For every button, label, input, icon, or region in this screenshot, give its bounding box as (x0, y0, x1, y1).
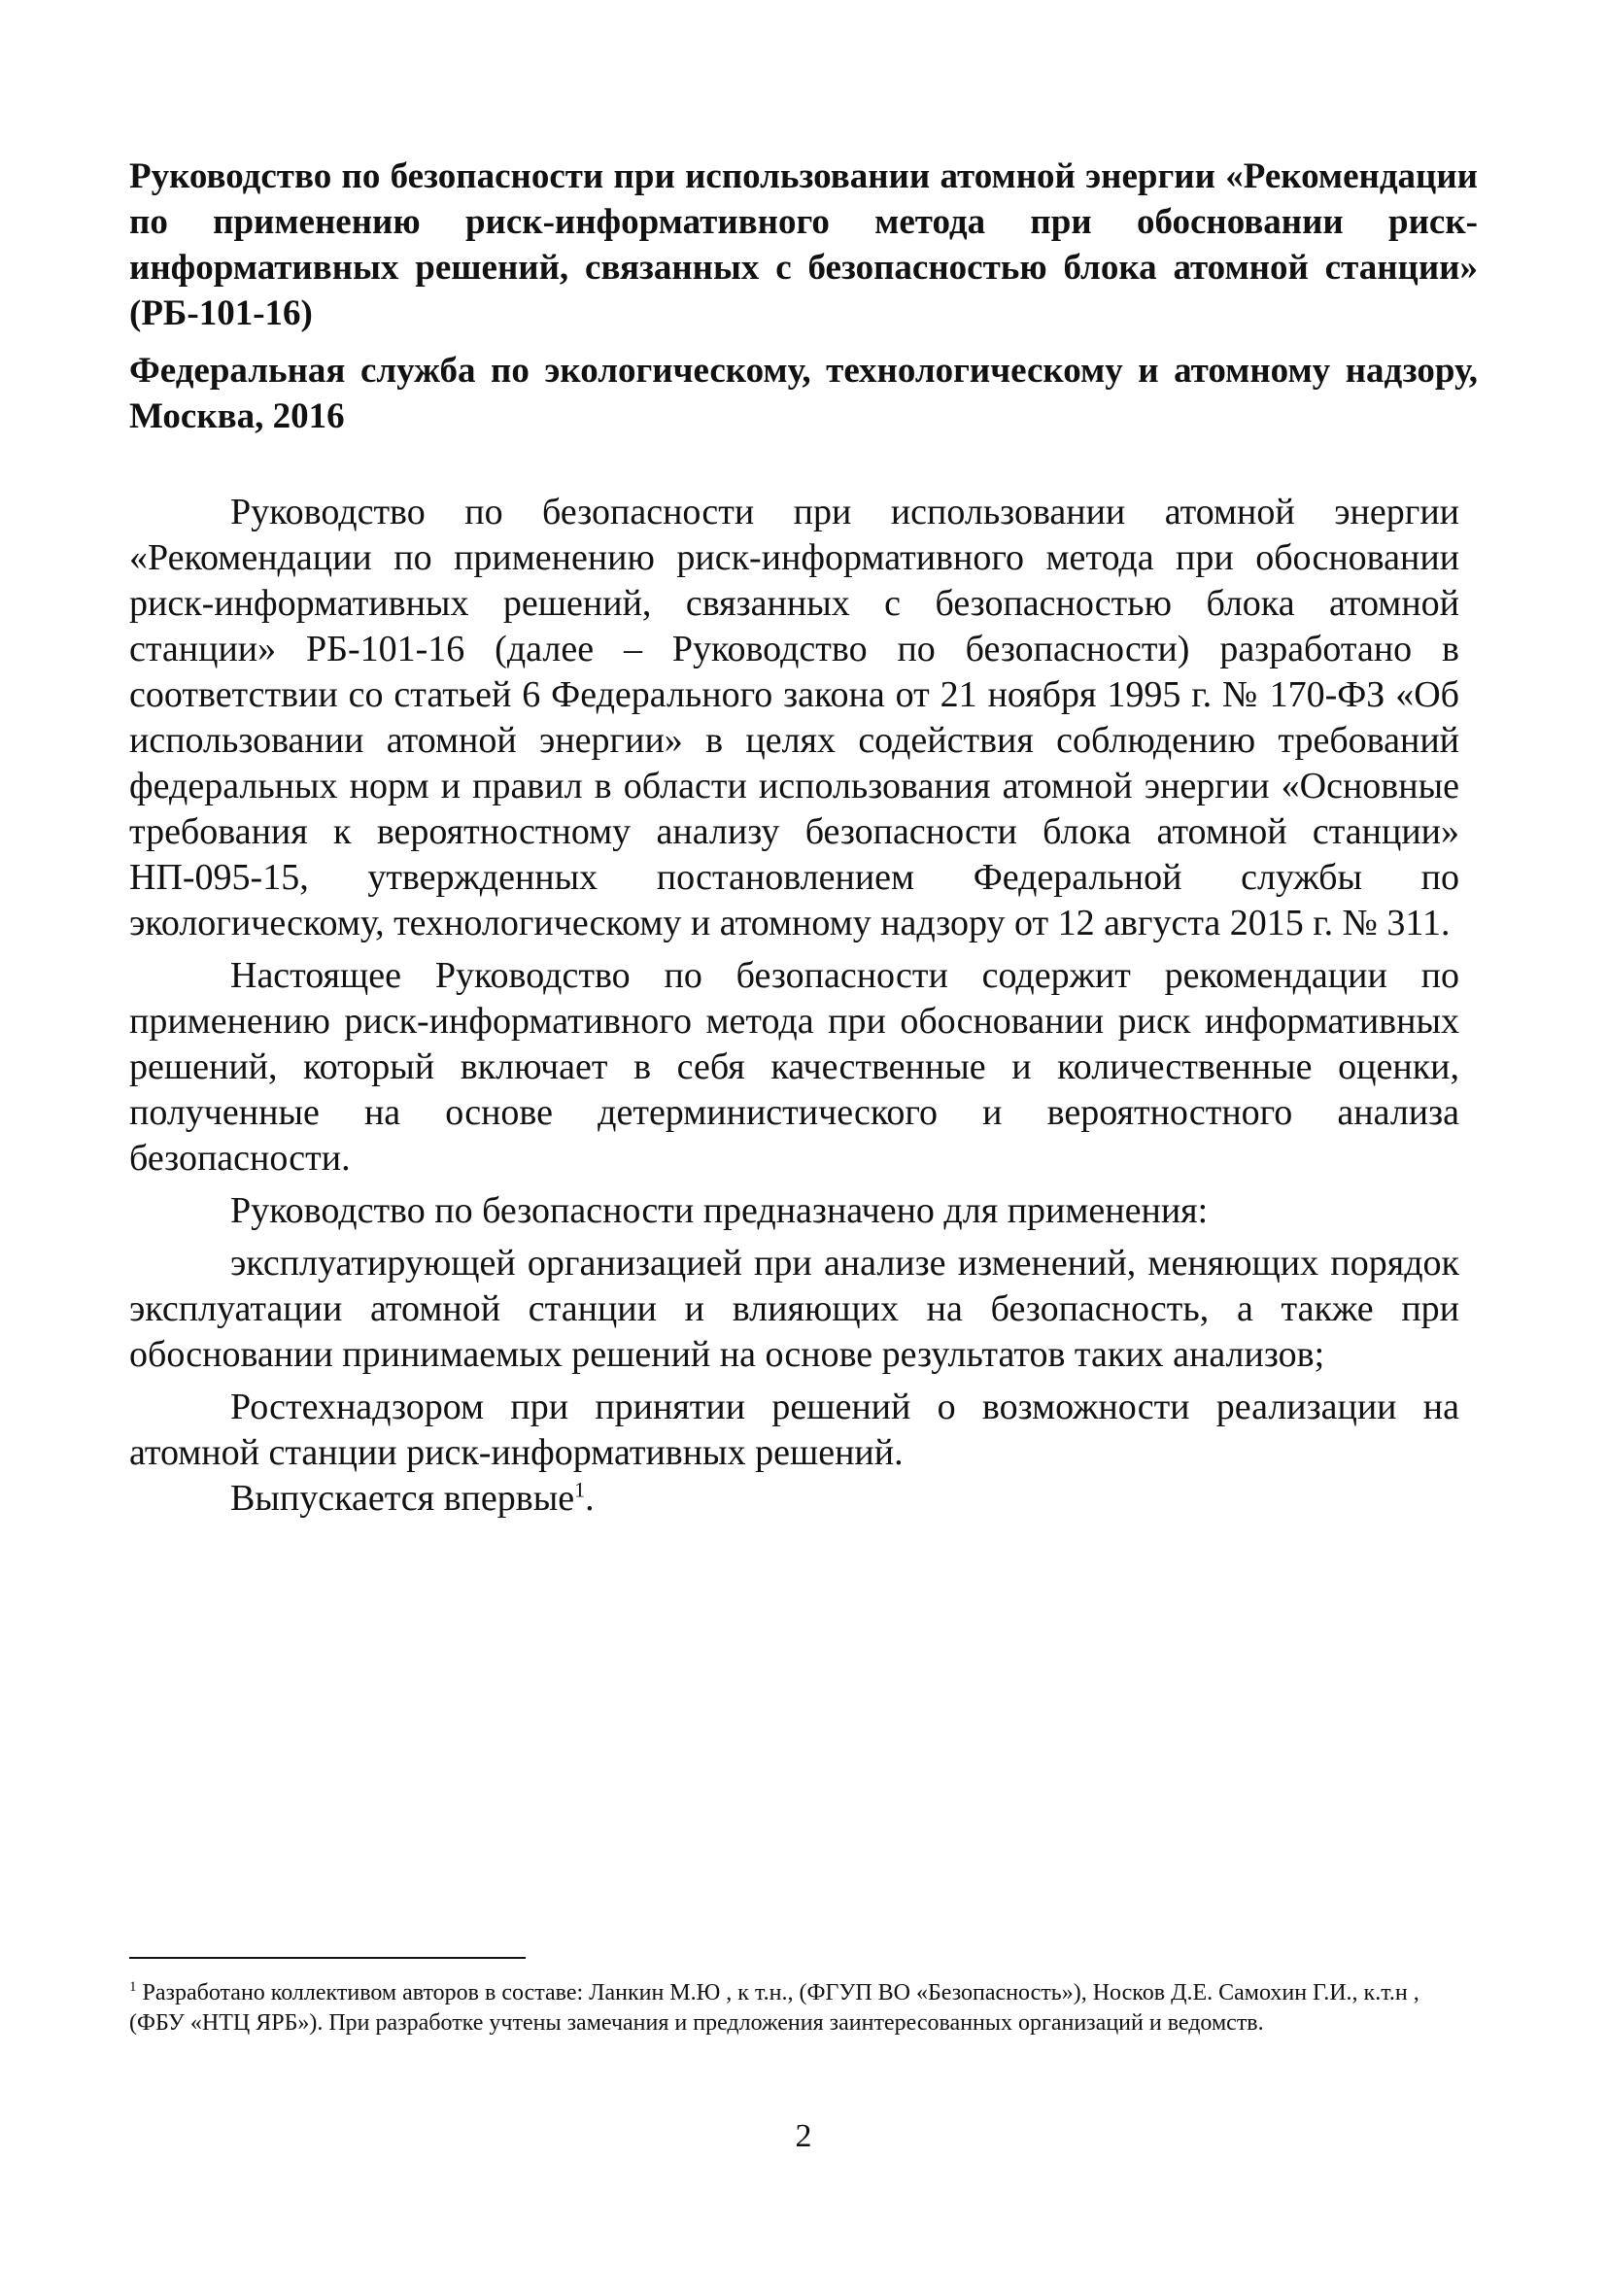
footnote (129, 1978, 1459, 2039)
footnote-separator (129, 1957, 526, 1959)
page-number: 2 (795, 2118, 812, 2154)
document-title: Руководство по безопасности при использовании атомной энергии «Рекомендации по применению риск-информативного метода при обосновании риск-информативных решений, связанных с безопасностью блока атомной станции» (РБ-101-16) (129, 156, 1478, 333)
first-issue-text: Выпускается впервые (230, 1478, 575, 1519)
publisher-line: Федеральная служба по экологическому, технологическому и атомному надзору, Москва, 2016 (129, 351, 1478, 436)
document-body (129, 490, 1459, 1528)
paragraph-rostekhnadzor: Ростехнадзором при принятии решений о возможности реализации на атомной станции риск-информативных решений. (129, 1387, 1459, 1473)
paragraph-first-issue (129, 1476, 1459, 1522)
paragraph-content: Настоящее Руководство по безопасности содержит рекомендации по применению риск-информативного метода при обосновании риск информативных решений, который включает в себя качественные и количественные оценки, полученные на основе детерминистического и вероятностного анализа безопасности. (129, 955, 1459, 1179)
footnote-marker: 1 (129, 1979, 137, 1995)
first-issue-period: . (585, 1478, 595, 1519)
paragraph-purpose: Руководство по безопасности при использовании атомной энергии «Рекомендации по применению риск-информативного метода при обосновании риск-информативных решений, связанных с безопасностью блока атомной станции» РБ-101-16 (далее – Руководство по безопасности) разработано в соответствии со статьей 6 Федерального закона от 21 ноября 1995 г. № 170-ФЗ «Об использовании атомной энергии» в целях содействия соблюдению требований федеральных норм и правил в области использования атомной энергии «Основные требования к вероятностному анализу безопасности блока атомной станции» НП-095-15, утвержденных постановлением Федеральной службы по экологическому, технологическому и атомному надзору от 12 августа 2015 г. № 311. (129, 492, 1459, 943)
paragraph-application: Руководство по безопасности предназначено для применения: (230, 1190, 1209, 1231)
footnote-text: Разработано коллективом авторов в составе: Ланкин М.Ю , к т.н., (ФГУП ВО «Безопасность»), Носков Д.Е. Самохин Г.И., к.т.н , (ФБУ «НТЦ ЯРБ»). При разработке учтены замечания и предложения заинтересованных организаций и ведомств. (129, 1980, 1419, 2036)
footnote-reference: 1 (574, 1477, 586, 1502)
paragraph-operating-org: эксплуатирующей организацией при анализе изменений, меняющих порядок эксплуатации атомной станции и влияющих на безопасность, а также при обосновании принимаемых решений на основе результатов таких анализов; (129, 1243, 1459, 1375)
